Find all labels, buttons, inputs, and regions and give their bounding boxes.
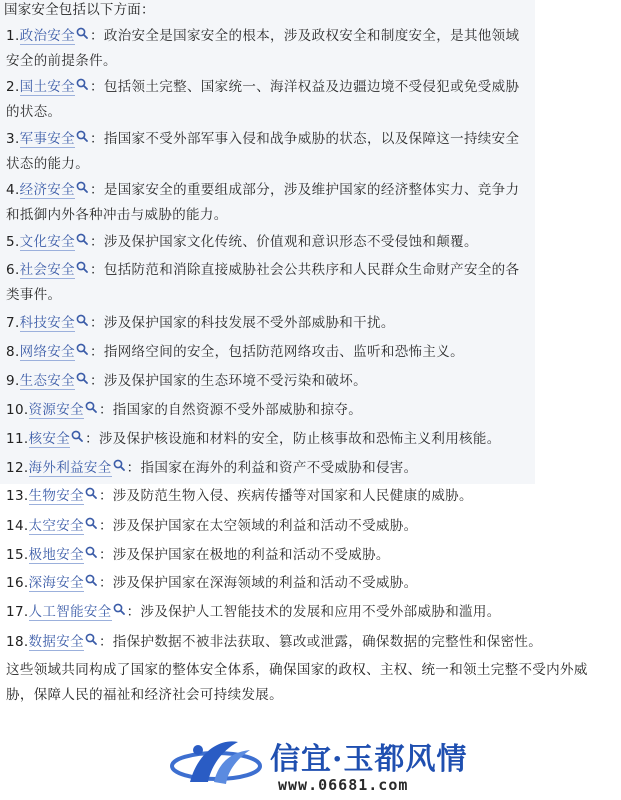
- list-item: [6, 571, 606, 596]
- list-item: [6, 484, 606, 509]
- item-description: ：涉及保护国家的科技发展不受外部威胁和干扰。: [90, 315, 395, 331]
- list-item: [6, 258, 526, 307]
- term-link[interactable]: 生态安全: [19, 373, 75, 389]
- term-link[interactable]: 社会安全: [19, 262, 75, 278]
- item-description: ：是国家安全的重要组成部分，涉及维护国家的经济整体实力、竞争力和抵御内外各种冲击与威胁的能力。: [6, 182, 520, 223]
- item-description: ：指国家的自然资源不受外部威胁和掠夺。: [98, 402, 363, 418]
- term-link[interactable]: 太空安全: [28, 518, 84, 534]
- list-item: [6, 75, 526, 124]
- term-link[interactable]: 网络安全: [19, 344, 75, 360]
- item-number: 9.: [6, 373, 20, 389]
- search-icon[interactable]: [85, 487, 97, 499]
- item-number: 2.: [6, 79, 20, 95]
- item-number: 18.: [6, 634, 29, 650]
- item-number: 10.: [6, 402, 29, 418]
- watermark: [160, 732, 480, 798]
- item-number: 3.: [6, 131, 20, 147]
- search-icon[interactable]: [76, 261, 88, 273]
- list-item: [6, 427, 526, 452]
- list-item: [6, 630, 606, 655]
- item-description: ：涉及保护人工智能技术的发展和应用不受外部威胁和滥用。: [126, 604, 501, 620]
- item-description: ：包括防范和消除直接威胁社会公共秩序和人民群众生命财产安全的各类事件。: [6, 262, 520, 303]
- list-item: [6, 543, 606, 568]
- search-icon[interactable]: [85, 574, 97, 586]
- term-link[interactable]: 核安全: [28, 431, 71, 447]
- item-description: ：包括领土完整、国家统一、海洋权益及边疆边境不受侵犯或免受威胁的状态。: [6, 79, 520, 120]
- item-number: 1.: [6, 28, 20, 44]
- item-number: 8.: [6, 344, 20, 360]
- watermark-title: 信宜·玉都风情: [270, 742, 468, 777]
- term-link[interactable]: 资源安全: [28, 402, 84, 418]
- search-icon[interactable]: [113, 459, 125, 471]
- term-link[interactable]: 深海安全: [28, 575, 84, 591]
- item-description: ：涉及保护核设施和材料的安全，防止核事故和恐怖主义利用核能。: [85, 431, 501, 447]
- item-description: ：涉及保护国家在太空领域的利益和活动不受威胁。: [98, 518, 418, 534]
- list-item: [6, 24, 526, 73]
- item-description: ：政治安全是国家安全的根本，涉及政权安全和制度安全，是其他领域安全的前提条件。: [6, 28, 520, 69]
- item-number: 4.: [6, 182, 20, 198]
- search-icon[interactable]: [85, 633, 97, 645]
- watermark-url: www.06681.com: [278, 776, 409, 794]
- list-item: [6, 600, 606, 625]
- search-icon[interactable]: [85, 517, 97, 529]
- term-link[interactable]: 政治安全: [19, 28, 75, 44]
- term-link[interactable]: 人工智能安全: [28, 604, 112, 620]
- intro-text: 国家安全包括以下方面：: [4, 2, 155, 18]
- item-description: ：涉及保护国家的生态环境不受污染和破坏。: [90, 373, 367, 389]
- list-item: [6, 398, 526, 423]
- item-description: ：指国家在海外的利益和资产不受威胁和侵害。: [126, 460, 418, 476]
- item-description: ：涉及保护国家在极地的利益和活动不受威胁。: [98, 547, 390, 563]
- search-icon[interactable]: [76, 372, 88, 384]
- list-item: [6, 178, 526, 227]
- list-item: [6, 127, 526, 176]
- search-icon[interactable]: [76, 181, 88, 193]
- list-item: [6, 230, 526, 255]
- watermark-logo-icon: [168, 732, 268, 796]
- item-description: ：涉及保护国家在深海领域的利益和活动不受威胁。: [98, 575, 418, 591]
- search-icon[interactable]: [76, 78, 88, 90]
- search-icon[interactable]: [76, 314, 88, 326]
- summary-text: 这些领域共同构成了国家的整体安全体系，确保国家的政权、主权、统一和领土完整不受内外威胁，保障人民的福祉和经济社会可持续发展。: [6, 662, 588, 703]
- search-icon[interactable]: [85, 401, 97, 413]
- search-icon[interactable]: [76, 27, 88, 39]
- term-link[interactable]: 数据安全: [28, 634, 84, 650]
- item-description: ：指国家不受外部军事入侵和战争威胁的状态，以及保障这一持续安全状态的能力。: [6, 131, 520, 172]
- list-item: [6, 456, 526, 481]
- item-number: 15.: [6, 547, 29, 563]
- item-number: 6.: [6, 262, 20, 278]
- item-description: ：涉及保护国家文化传统、价值观和意识形态不受侵蚀和颠覆。: [90, 234, 478, 250]
- term-link[interactable]: 经济安全: [19, 182, 75, 198]
- search-icon[interactable]: [76, 233, 88, 245]
- item-number: 16.: [6, 575, 29, 591]
- item-number: 17.: [6, 604, 29, 620]
- search-icon[interactable]: [76, 343, 88, 355]
- item-number: 7.: [6, 315, 20, 331]
- term-link[interactable]: 海外利益安全: [28, 460, 112, 476]
- item-number: 12.: [6, 460, 29, 476]
- term-link[interactable]: 国土安全: [19, 79, 75, 95]
- list-item: [6, 369, 526, 394]
- term-link[interactable]: 科技安全: [19, 315, 75, 331]
- item-description: ：指保护数据不被非法获取、篡改或泄露，确保数据的完整性和保密性。: [98, 634, 543, 650]
- search-icon[interactable]: [71, 430, 83, 442]
- item-number: 11.: [6, 431, 29, 447]
- item-number: 14.: [6, 518, 29, 534]
- item-description: ：指网络空间的安全，包括防范网络攻击、监听和恐怖主义。: [90, 344, 464, 360]
- term-link[interactable]: 文化安全: [19, 234, 75, 250]
- list-item: [6, 311, 526, 336]
- search-icon[interactable]: [85, 546, 97, 558]
- term-link[interactable]: 军事安全: [19, 131, 75, 147]
- list-item: [6, 514, 606, 539]
- list-item: [6, 340, 526, 365]
- item-number: 13.: [6, 488, 29, 504]
- item-description: ：涉及防范生物入侵、疾病传播等对国家和人民健康的威胁。: [98, 488, 473, 504]
- search-icon[interactable]: [76, 130, 88, 142]
- term-link[interactable]: 生物安全: [28, 488, 84, 504]
- item-number: 5.: [6, 234, 20, 250]
- search-icon[interactable]: [113, 603, 125, 615]
- term-link[interactable]: 极地安全: [28, 547, 84, 563]
